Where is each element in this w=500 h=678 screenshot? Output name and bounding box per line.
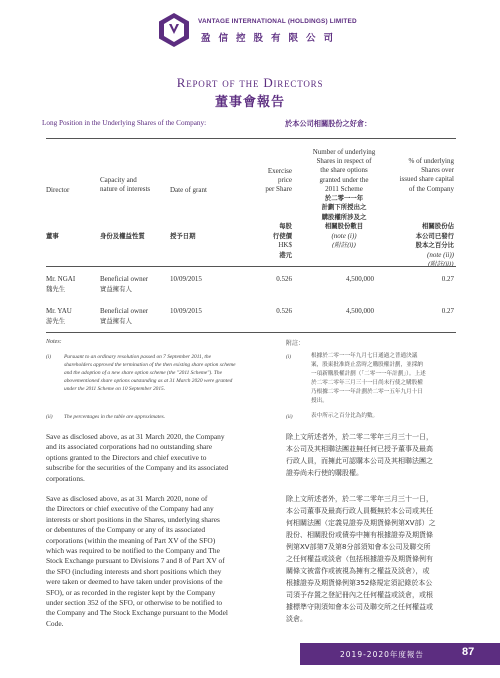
cell-director-zh: 游先生 — [46, 317, 66, 325]
paragraph-2-en: Save as disclosed above, as at 31 March 2020, none of the Directors or chief executive of the Company had any interests or short positions in the Shares, underlying shares or debentures of the Company or any of its associated corporations (within the meaning of Part XV of the SFO) which was required to be notified to the Company and The Stock Exchange pursuant to Divisions 7 and 8 of Part XV of the SFO (including interests and short positions which they were taken or deemed to have taken under provisions of the SFO), or as recorded in the register kept by the Company under section 352 of the SFO, or otherwise to be notified to the Company and The Stock Exchange pursuant to the Model Code. — [46, 494, 228, 628]
header-director-en: Director — [46, 186, 70, 194]
note-i-en: Pursuant to an ordinary resolution passed on 7 September 2011, the shareholders approved the termination of the then existing share option scheme and the adoption of a new share option scheme (the "2011 Scheme"). The abovementioned share options outstanding as at 31 March 2020 were granted under the 2011 Scheme on 10 September 2015. — [64, 354, 236, 392]
header-director-zh: 董事 — [46, 232, 59, 240]
page-number: 87 — [462, 646, 475, 658]
note-number: (i) — [286, 354, 292, 360]
note-i-zh: 根據於二零一一年九月七日通過之普通決議 案，股東批准終止當時之購股權計劃，並採納 一項新購股權計劃（「二零一一年計劃」）。上述 於二零二零年三月三十一日尚未行使之購股權 乃根據二零一一年計劃於二零一五年九月十日 授出。 — [311, 353, 426, 404]
notes-label-en: Notes: — [46, 339, 62, 345]
header-date-zh: 授予日期 — [170, 232, 196, 240]
company-name-zh: 盈信控股有限公司 — [201, 33, 342, 44]
header-pct-en: % of underlying Shares over issued share capital of the Company — [399, 157, 454, 193]
section-heading-en: Long Position in the Underlying Shares of the Company: — [42, 119, 207, 127]
cell-date: 10/09/2015 — [170, 275, 202, 283]
note-number: (ii) — [286, 414, 293, 420]
footer-report-label: 2019-2020年度報告 — [340, 650, 424, 659]
page-title-zh: 董事會報告 — [214, 95, 285, 110]
cell-price: 0.526 — [276, 307, 292, 315]
header-shares-zh: 於二零一一年 計劃下所授出之 購股權所涉及之 相關股份數目 (note (i)) (附註(i)) — [321, 194, 367, 250]
company-logo — [156, 12, 357, 48]
paragraph-1-en: Save as disclosed above, as at 31 March 2020, the Company and its associated corporations had no outstanding share options granted to the Directors and chief executive to subscribe for the securities of the Company and its associated corporations. — [46, 432, 229, 483]
note-number: (ii) — [46, 414, 53, 420]
header-shares-en: Number of underlying Shares in respect of the share options granted under the 2011 Scheme — [312, 148, 376, 193]
table-top-rule — [46, 138, 456, 139]
cell-capacity-zh: 實益擁有人 — [100, 285, 132, 293]
paragraph-1-zh: 除上文所述者外，於二零二零年三月三十一日， 本公司及其相聯法團並無任何已授予董事及最高 行政人員，而擁此可認購本公司及其相聯法團之 證券尚未行使的購股權。 — [286, 433, 433, 477]
cell-capacity-zh: 實益擁有人 — [100, 317, 132, 325]
hexagon-logo-icon — [156, 12, 192, 48]
cell-price: 0.526 — [276, 275, 292, 283]
cell-shares: 4,500,000 — [346, 307, 374, 315]
table-bottom-rule — [46, 332, 456, 333]
cell-capacity-en: Beneficial owner — [100, 307, 149, 315]
header-price-zh: 每股 行使價 HK$ 港元 — [272, 222, 292, 259]
header-capacity-zh: 身份及權益性質 — [100, 232, 145, 240]
note-ii-zh: 表中所示之百分比為約數。 — [311, 413, 379, 419]
header-capacity-en: Capacity and nature of interests — [100, 176, 151, 194]
note-ii-en: The percentages in the table are approximates. — [64, 414, 166, 420]
company-name-en: VANTAGE INTERNATIONAL (HOLDINGS) LIMITED — [198, 18, 357, 25]
table-header-rule — [46, 266, 456, 267]
cell-capacity-en: Beneficial owner — [100, 275, 149, 283]
cell-pct: 0.27 — [441, 275, 454, 283]
section-heading-zh: 於本公司相關股份之好倉： — [285, 119, 372, 128]
cell-director-en: Mr. NGAI — [46, 275, 76, 283]
header-date-en: Date of grant — [170, 186, 207, 194]
cell-director-zh: 魏先生 — [46, 285, 66, 293]
cell-date: 10/09/2015 — [170, 307, 202, 315]
cell-director-en: Mr. YAU — [46, 307, 72, 315]
paragraph-2-zh: 除上文所述者外，於二零二零年三月三十一日， 本公司董事及最高行政人員概無於本公司或其任 何相關法團（定義見證券及期貨條例第XV部）之 股份、相關股份或債券中擁有根據證券及期貨條 例第XV部第7及第8分部須知會本公司及聯交所 之任何權益或淡倉（包括根據證券及期貨條例有 關條文被當作或被視為擁有之權益及淡倉），或 根據證券及期貨條例第352條規定須記錄於本公 司須予存置之登記冊內之任何權益或淡倉，或根 據標準守則須知會本公司及聯交所之任何權益或 淡倉。 — [286, 495, 436, 623]
note-number: (i) — [46, 354, 52, 360]
header-price-en: Exercise price per Share — [265, 167, 292, 194]
cell-shares: 4,500,000 — [346, 275, 374, 283]
cell-pct: 0.27 — [441, 307, 454, 315]
header-pct-zh: 相關股份佔 本公司已發行 股本之百分比 (note (ii)) (附註(ii)) — [415, 222, 454, 269]
page-title-en: Report of the Directors — [176, 75, 324, 90]
section-heading — [42, 119, 372, 128]
notes-label-zh: 附註： — [286, 340, 305, 347]
